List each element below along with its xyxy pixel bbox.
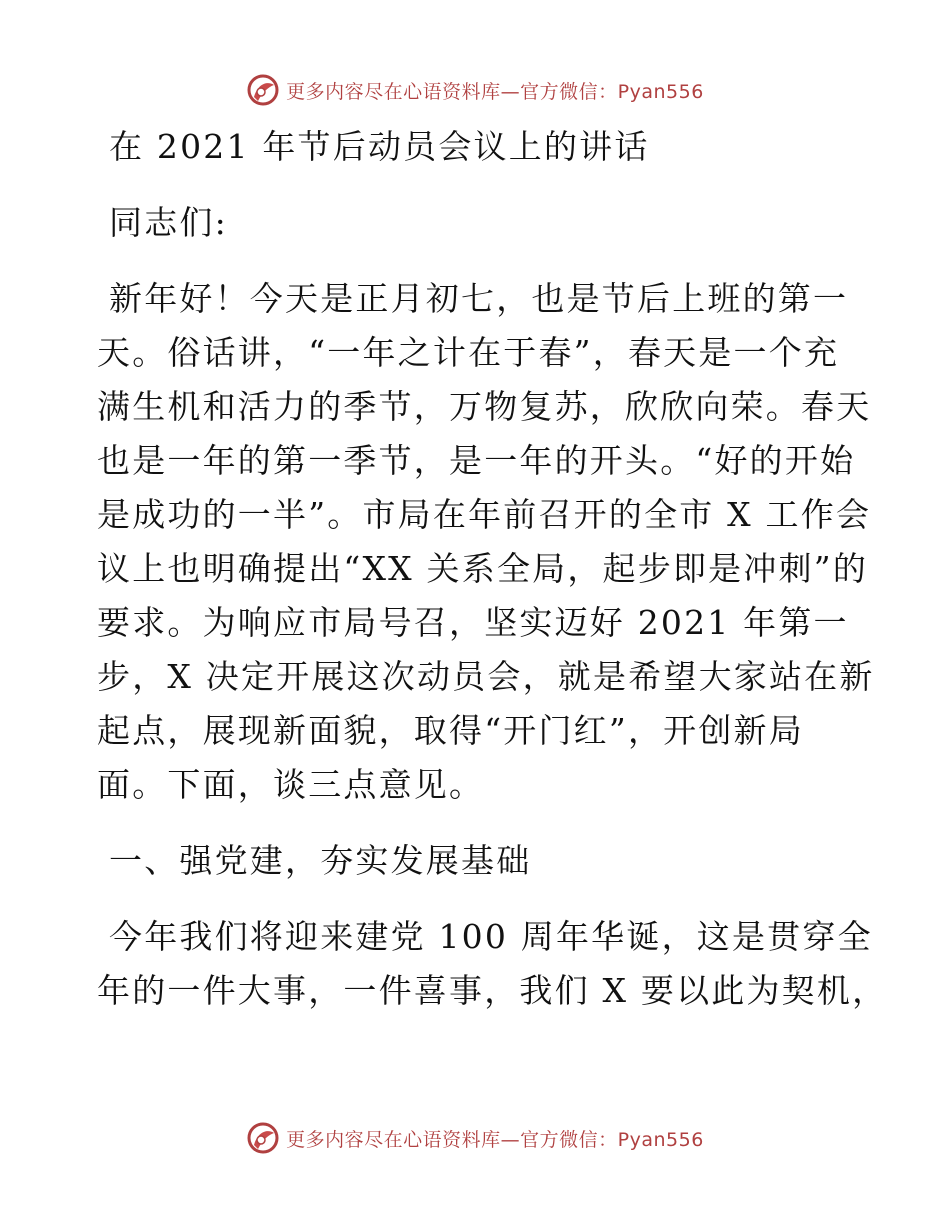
paragraph-line: 议上也明确提出“XX 关系全局，起步即是冲刺”的: [97, 549, 869, 588]
paragraph-line: 是成功的一半”。市局在年前召开的全市 X 工作会: [97, 495, 872, 534]
header-watermark: [0, 70, 950, 110]
header-watermark-text: 更多内容尽在心语资料库—官方微信：Pyan556: [286, 80, 704, 103]
red-ribbon-logo-icon: [246, 1121, 280, 1155]
paragraph-line: 年的一件大事，一件喜事，我们 X 要以此为契机，: [97, 971, 888, 1010]
paragraph-line: 起点，展现新面貌，取得“开门红”，开创新局: [97, 711, 804, 750]
paragraph-line: 要求。为响应市局号召，坚实迈好 2021 年第一: [97, 603, 849, 642]
section-heading: 一、强党建，夯实发展基础: [109, 841, 532, 880]
document-body: [97, 120, 888, 1018]
document-title: 在 2021 年节后动员会议上的讲话: [109, 127, 650, 166]
paragraph-line: 天。俗话讲，“一年之计在于春”，春天是一个充: [97, 333, 840, 372]
footer-watermark-text: 更多内容尽在心语资料库—官方微信：Pyan556: [286, 1128, 704, 1151]
footer-watermark: [0, 1118, 950, 1158]
paragraph-line: 新年好！今天是正月初七，也是节后上班的第一: [109, 279, 849, 318]
paragraph-1: [97, 272, 875, 812]
paragraph-line: 也是一年的第一季节，是一年的开头。“好的开始: [97, 441, 856, 480]
red-ribbon-logo-icon: [246, 73, 280, 107]
paragraph-line: 步，X 决定开展这次动员会，就是希望大家站在新: [97, 657, 875, 696]
paragraph-line: 今年我们将迎来建党 100 周年华诞，这是贯穿全: [109, 917, 873, 956]
salutation: 同志们:: [109, 203, 228, 242]
paragraph-line: 满生机和活力的季节，万物复苏，欣欣向荣。春天: [97, 387, 872, 426]
paragraph-line: 面。下面，谈三点意见。: [97, 765, 485, 804]
paragraph-2: [97, 910, 888, 1018]
